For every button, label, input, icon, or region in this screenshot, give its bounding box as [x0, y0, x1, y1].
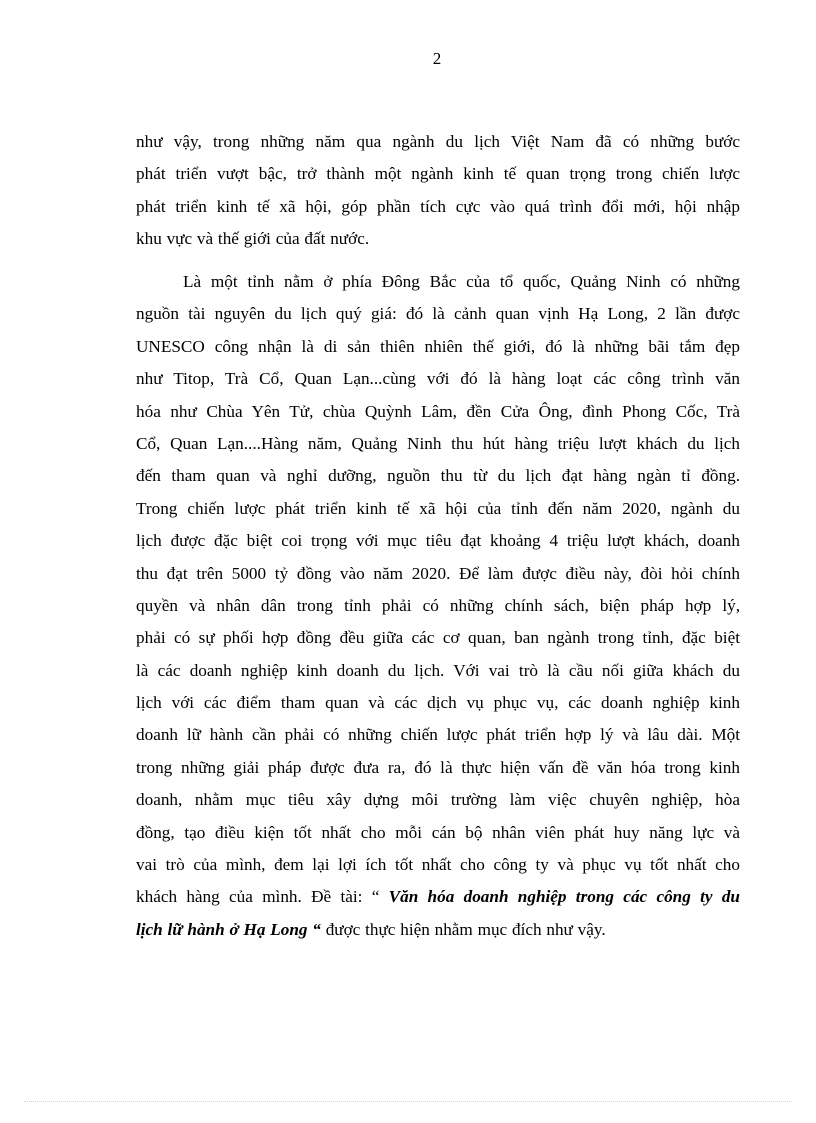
page-bottom-divider — [24, 1101, 792, 1102]
paragraph-line: phát triển kinh tế xã hội, góp phần tích cực vào quá trình đổi mới, hội nhập — [136, 196, 740, 216]
paragraph-line-with-title — [136, 881, 740, 913]
paragraph-line: Cổ, Quan Lạn....Hàng năm, Quảng Ninh thu hút hàng triệu lượt khách du lịch — [136, 433, 740, 453]
thesis-title-part-1: Văn hóa doanh nghiệp trong các công ty du — [388, 887, 740, 907]
line-prefix: khách hàng của mình. Đề tài: “ — [136, 887, 389, 907]
paragraph-line: trong những giải pháp được đưa ra, đó là thực hiện vấn đề văn hóa trong kinh — [136, 757, 740, 777]
paragraph-line: Trong chiến lược phát triển kinh tế xã hội của tỉnh đến năm 2020, ngành du — [136, 498, 740, 518]
paragraph-line: lịch được đặc biệt coi trọng với mục tiêu đạt khoảng 4 triệu lượt khách, doanh — [136, 531, 740, 551]
paragraph-line: như Titop, Trà Cổ, Quan Lạn...cùng với đó là hàng loạt các công trình văn — [136, 369, 740, 389]
paragraph-2 — [136, 266, 740, 946]
paragraph-line: đến tham quan và nghỉ dưỡng, nguồn thu từ du lịch đạt hàng ngàn tỉ đồng. — [136, 466, 740, 486]
paragraph-line: như vậy, trong những năm qua ngành du lịch Việt Nam đã có những bước — [136, 132, 740, 151]
paragraph-1 — [136, 126, 740, 256]
paragraph-line-with-title — [136, 914, 740, 946]
paragraph-line: phải có sự phối hợp đồng đều giữa các cơ quan, ban ngành trong tỉnh, đặc biệt — [136, 628, 740, 648]
paragraph-line: Là một tỉnh nằm ở phía Đông Bắc của tổ quốc, Quảng Ninh có những — [183, 272, 740, 291]
paragraph-line: lịch với các điểm tham quan và các dịch vụ phục vụ, các doanh nghiệp kinh — [136, 693, 740, 713]
paragraph-line: đồng, tạo điều kiện tốt nhất cho mỗi cán bộ nhân viên phát huy năng lực và — [136, 822, 740, 842]
paragraph-line: doanh, nhằm mục tiêu xây dựng môi trường làm việc chuyên nghiệp, hòa — [136, 790, 740, 810]
paragraph-line: thu đạt trên 5000 tỷ đồng vào năm 2020. Để làm được điều này, đòi hỏi chính — [136, 563, 740, 583]
line-suffix: được thực hiện nhằm mục đích như vậy. — [320, 919, 606, 939]
thesis-title-part-2: lịch lữ hành ở Hạ Long “ — [136, 919, 321, 939]
paragraph-line: doanh lữ hành cần phải có những chiến lược phát triển hợp lý và lâu dài. Một — [136, 725, 740, 745]
paragraph-line: hóa như Chùa Yên Tử, chùa Quỳnh Lâm, đền Cửa Ông, đình Phong Cốc, Trà — [136, 401, 740, 421]
paragraph-line: UNESCO công nhận là di sản thiên nhiên thế giới, đó là những bãi tắm đẹp — [136, 336, 740, 356]
paragraph-line: phát triển vượt bậc, trở thành một ngành kinh tế quan trọng trong chiến lược — [136, 164, 740, 184]
paragraph-line: nguồn tài nguyên du lịch quý giá: đó là cảnh quan vịnh Hạ Long, 2 lần được — [136, 304, 740, 324]
page-number: 2 — [432, 49, 442, 68]
paragraph-line: khu vực và thế giới của đất nước. — [136, 229, 370, 249]
paragraph-line: vai trò của mình, đem lại lợi ích tốt nhất cho công ty và phục vụ tốt nhất cho — [136, 855, 740, 875]
paragraph-line: là các doanh nghiệp kinh doanh du lịch. Với vai trò là cầu nối giữa khách du — [136, 660, 740, 680]
paragraph-line: quyền và nhân dân trong tỉnh phải có những chính sách, biện pháp hợp lý, — [136, 595, 740, 615]
